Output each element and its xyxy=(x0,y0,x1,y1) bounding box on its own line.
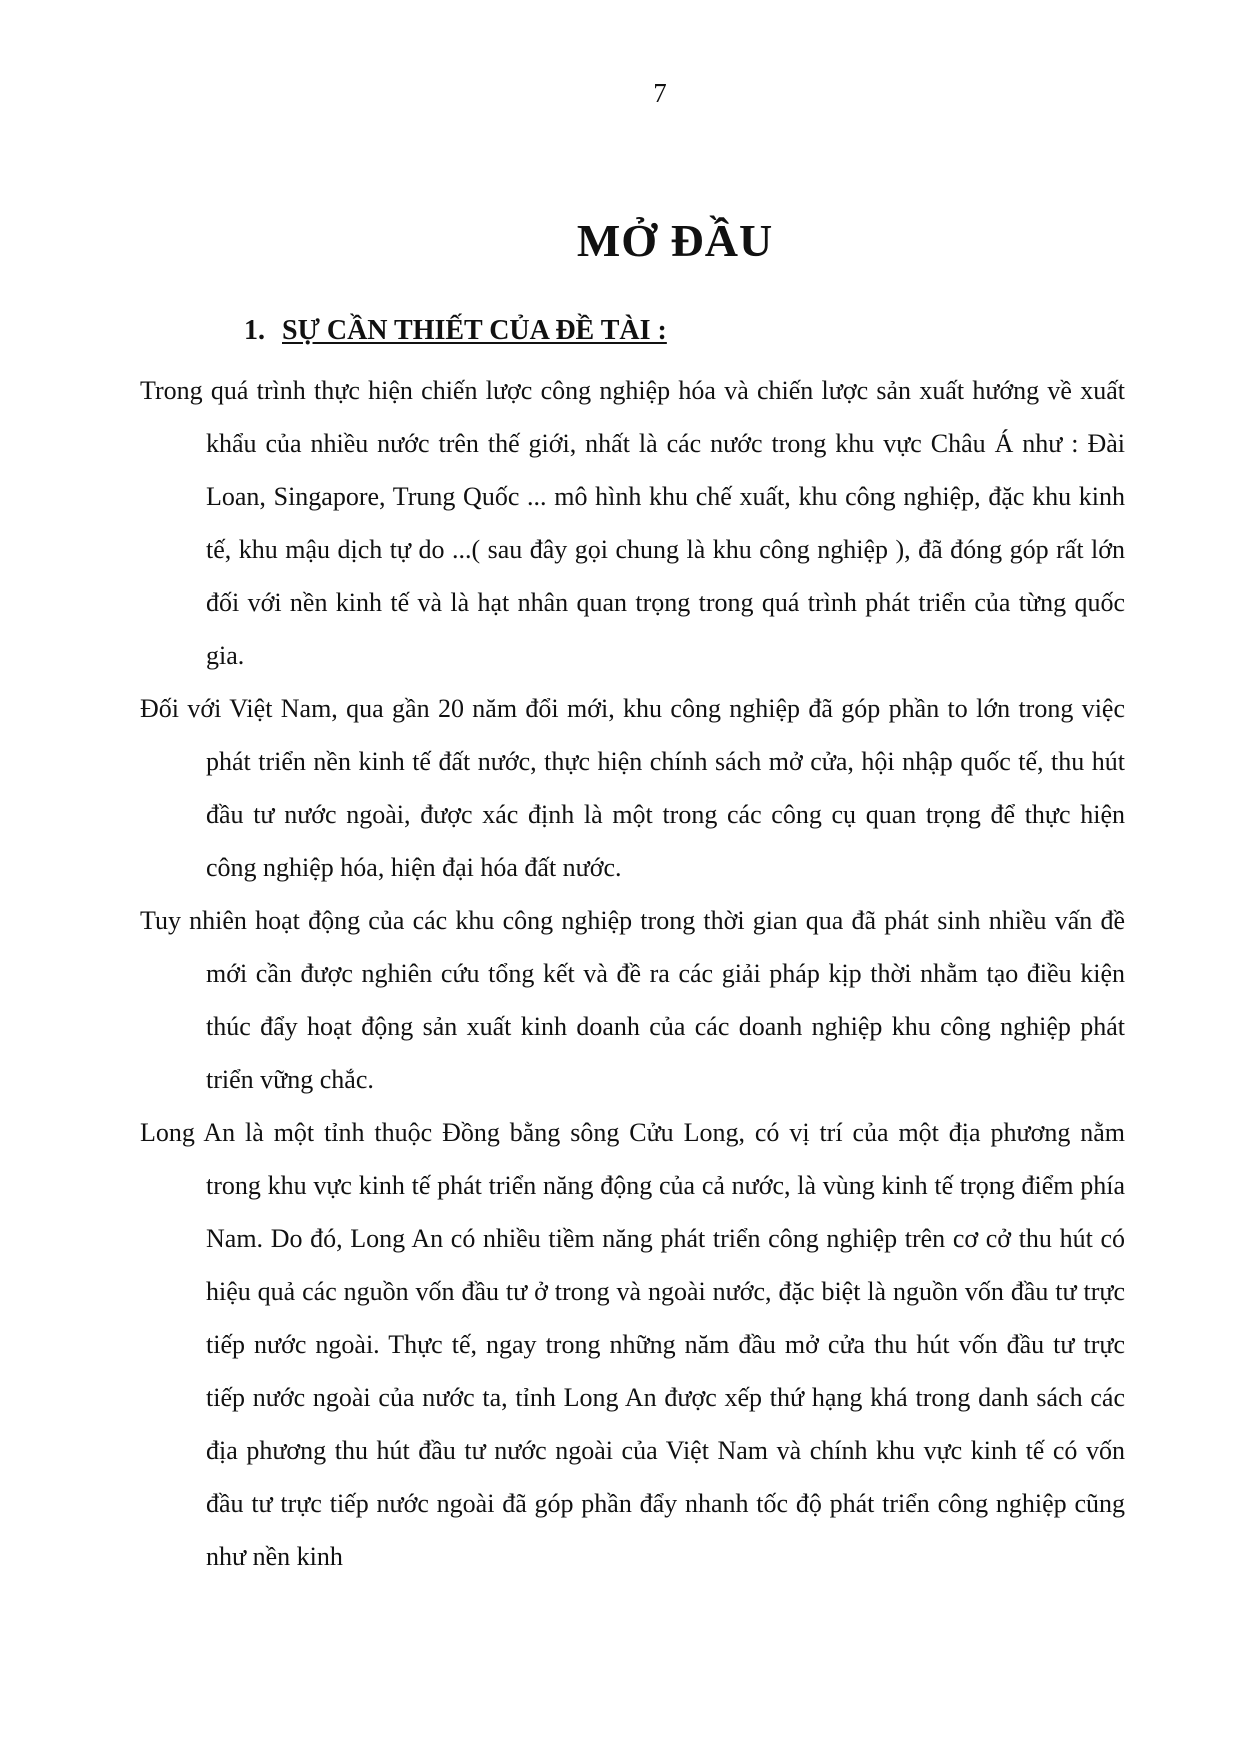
section-number: 1. xyxy=(244,315,265,346)
page-number: 7 xyxy=(653,78,667,108)
paragraph: Đối với Việt Nam, qua gần 20 năm đổi mới, khu công nghiệp đã góp phần to lớn trong việc phát triển nền kinh tế đất nước, thực hiện chính sách mở cửa, hội nhập quốc tế, thu hút đầu tư nước ngoài, được xác định là một trong các công cụ quan trọng để thực hiện công nghiệp hóa, hiện đại hóa đất nước. xyxy=(140,694,1125,882)
section-heading-text: SỰ CẦN THIẾT CỦA ĐỀ TÀI : xyxy=(282,315,667,346)
section-heading xyxy=(244,315,667,347)
body-text xyxy=(140,364,1125,1583)
paragraph: Long An là một tỉnh thuộc Đồng bằng sông Cửu Long, có vị trí của một địa phương nằm trong khu vực kinh tế phát triển năng động của cả nước, là vùng kinh tế trọng điểm phía Nam. Do đó, Long An có nhiều tiềm năng phát triển công nghiệp trên cơ cở thu hút có hiệu quả các nguồn vốn đầu tư ở trong và ngoài nước, đặc biệt là nguồn vốn đầu tư trực tiếp nước ngoài. Thực tế, ngay trong những năm đầu mở cửa thu hút vốn đầu tư trực tiếp nước ngoài của nước ta, tỉnh Long An được xếp thứ hạng khá trong danh sách các địa phương thu hút đầu tư nước ngoài của Việt Nam và chính khu vực kinh tế có vốn đầu tư trực tiếp nước ngoài đã góp phần đẩy nhanh tốc độ phát triển công nghiệp cũng như nền kinh xyxy=(140,1118,1125,1571)
paragraph: Trong quá trình thực hiện chiến lược công nghiệp hóa và chiến lược sản xuất hướng về xuất khẩu của nhiều nước trên thế giới, nhất là các nước trong khu vực Châu Á như : Đài Loan, Singapore, Trung Quốc ... mô hình khu chế xuất, khu công nghiệp, đặc khu kinh tế, khu mậu dịch tự do ...( sau đây gọi chung là khu công nghiệp ), đã đóng góp rất lớn đối với nền kinh tế và là hạt nhân quan trọng trong quá trình phát triển của từng quốc gia. xyxy=(140,376,1125,670)
chapter-title: MỞ ĐẦU xyxy=(576,215,774,266)
paragraph: Tuy nhiên hoạt động của các khu công nghiệp trong thời gian qua đã phát sinh nhiều vấn đề mới cần được nghiên cứu tổng kết và đề ra các giải pháp kịp thời nhằm tạo điều kiện thúc đẩy hoạt động sản xuất kinh doanh của các doanh nghiệp khu công nghiệp phát triển vững chắc. xyxy=(140,906,1125,1094)
